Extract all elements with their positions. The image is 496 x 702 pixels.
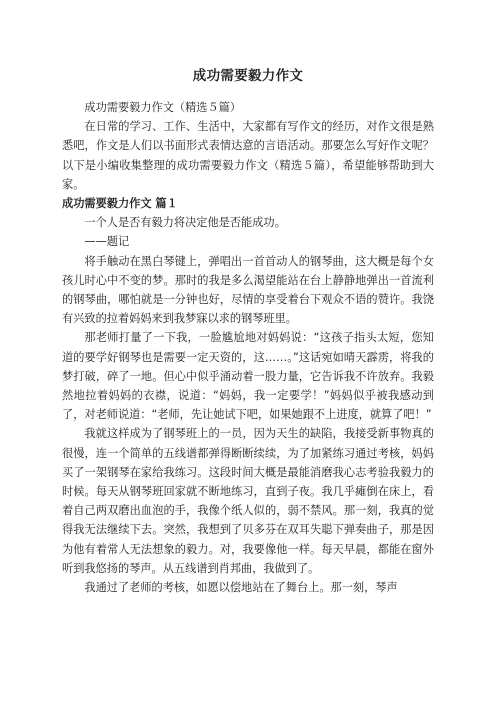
body-paragraph-3: 我就这样成为了钢琴班上的一员，因为天生的缺陷，我接受新事物真的很慢，连一个简单的五线谱都弹得断断续续，为了加紧练习通过考核，妈妈买了一架钢琴在家给我练习。这段时间大概是最能消磨我心志考验我毅力的时候。每天从钢琴班回家就不断地练习，直到子夜。我几乎瘫倒在床上，看着自己两双磨出血泡的手，我像个纸人似的，弱不禁风。那一刻，我真的觉得我无法继续下去。突然，我想到了贝多芬在双耳失聪下弹奏曲子，那是因为他有着常人无法想象的毅力。对，我要像他一样。每天早晨，都能在窗外听到我悠扬的琴声。从五线谱到肖邦曲，我做到了。 xyxy=(62,427,434,575)
intro-line: 成功需要毅力作文（精选５篇） xyxy=(84,101,242,114)
document-title: 成功需要毅力作文 xyxy=(192,68,304,84)
body-paragraph-1: 将手触动在黑白琴键上，弹唱出一首首动人的钢琴曲，这大概是每个女孩儿时心中不变的梦。那时的我是多么渴望能站在台上静静地弹出一首流利的钢琴曲，哪怕就是一分钟也好，尽情的享受着台下观众不语的赞许。我饶有兴致的拉着妈妈来到我梦寐以求的钢琴班里。 xyxy=(62,254,434,326)
intro-paragraph: 在日常的学习、工作、生活中，大家都有写作文的经历，对作文很是熟悉吧，作文是人们以书面形式表情达意的言语活动。那要怎么写好作文呢？以下是小编收集整理的成功需要毅力作文（精选５篇），希望能够帮助到大家。 xyxy=(62,120,434,191)
epigraph-quote: 一个人是否有毅力将决定他是否能成功。 xyxy=(84,216,286,230)
body-paragraph-4: 我通过了老师的考核，如愿以偿地站在了舞台上。那一刻，琴声 xyxy=(84,581,398,595)
body-paragraph-2: 那老师打量了一下我，一脸尴尬地对妈妈说：“这孩子指头太短，您知道的要学好钢琴也是需要一定天资的，这……。”这话宛如晴天霹雳，将我的梦打破，碎了一地。但心中似乎涌动着一股力量，它告诉我不许放弃。我毅然地拉着妈妈的衣襟，说道：“妈妈，我一定要学！”妈妈似乎被我感动到了，对老师说道：“老师，先让她试下吧，如果她跟不上进度，就算了吧！” xyxy=(62,331,434,422)
document-page xyxy=(62,52,434,597)
section-heading: 成功需要毅力作文 篇１ xyxy=(62,197,178,211)
epigraph-source: ——题记 xyxy=(84,235,130,249)
